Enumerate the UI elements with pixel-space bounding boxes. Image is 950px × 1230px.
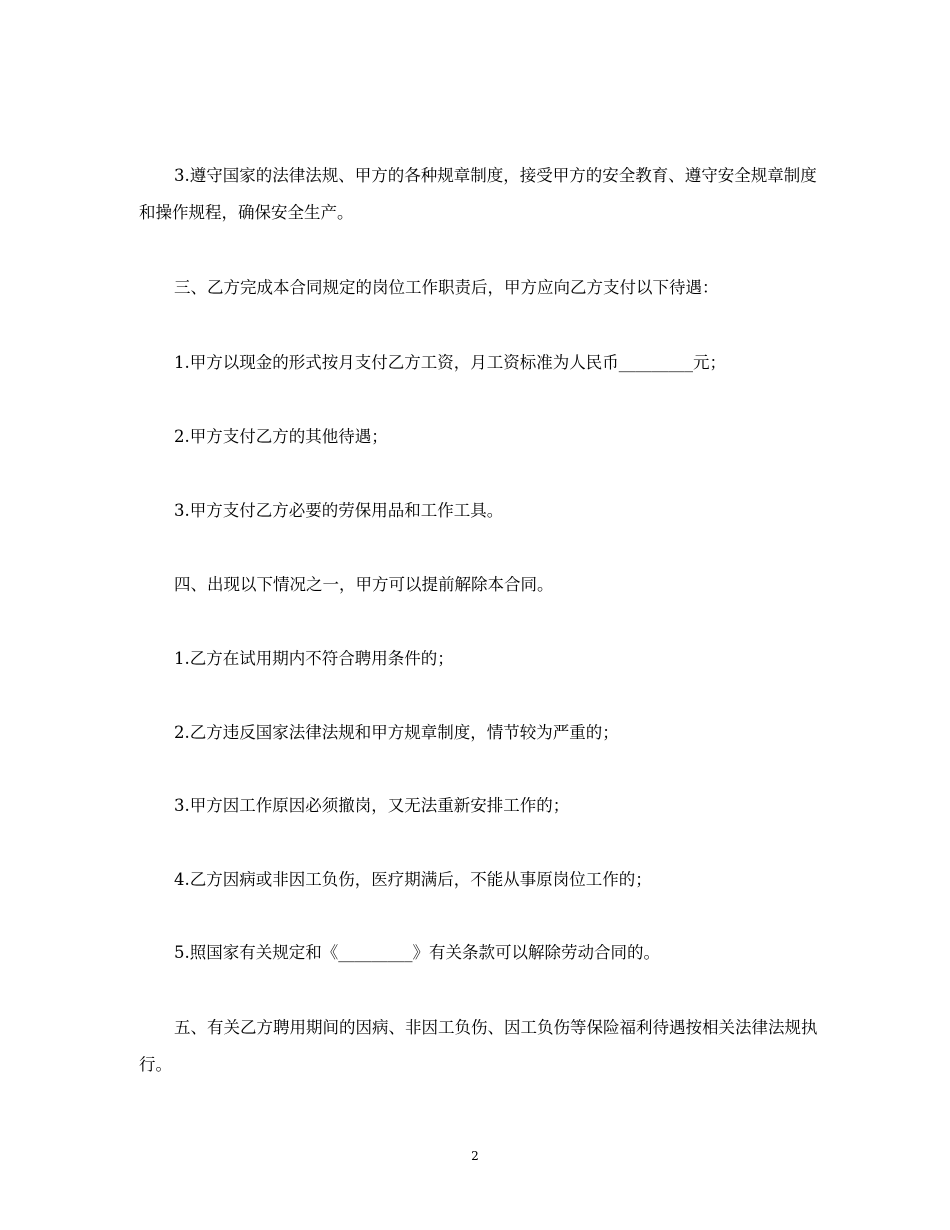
paragraph-probation-failure: 1.乙方在试用期内不符合聘用条件的； (174, 649, 454, 668)
paragraph-safety-compliance: 3.遵守国家的法律法规、甲方的各种规章制度，接受甲方的安全教育、遵守安全规章制度和操作规程，确保安全生产。 (139, 166, 817, 222)
paragraph-position-removed: 3.甲方因工作原因必须撤岗，又无法重新安排工作的； (174, 796, 570, 815)
paragraph-rule-violation: 2.乙方违反国家法律法规和甲方规章制度，情节较为严重的； (174, 723, 619, 742)
section-four-heading: 四、出现以下情况之一，甲方可以提前解除本合同。 (174, 575, 554, 594)
page-number: 2 (471, 1149, 479, 1163)
paragraph-contract-termination-terms: 5.照国家有关规定和《_________》有关条款可以解除劳动合同的。 (174, 943, 660, 962)
paragraph-monthly-salary: 1.甲方以现金的形式按月支付乙方工资，月工资标准为人民币_________元； (174, 353, 726, 372)
paragraph-other-benefits: 2.甲方支付乙方的其他待遇； (174, 427, 388, 446)
paragraph-illness-injury: 4.乙方因病或非因工负伤，医疗期满后，不能从事原岗位工作的； (174, 870, 652, 889)
section-three-heading: 三、乙方完成本合同规定的岗位工作职责后，甲方应向乙方支付以下待遇： (174, 278, 719, 297)
paragraph-labor-supplies: 3.甲方支付乙方必要的劳保用品和工作工具。 (174, 501, 504, 520)
section-five-heading: 五、有关乙方聘用期间的因病、非因工负伤、因工负伤等保险福利待遇按相关法律法规执行。 (139, 1018, 818, 1074)
